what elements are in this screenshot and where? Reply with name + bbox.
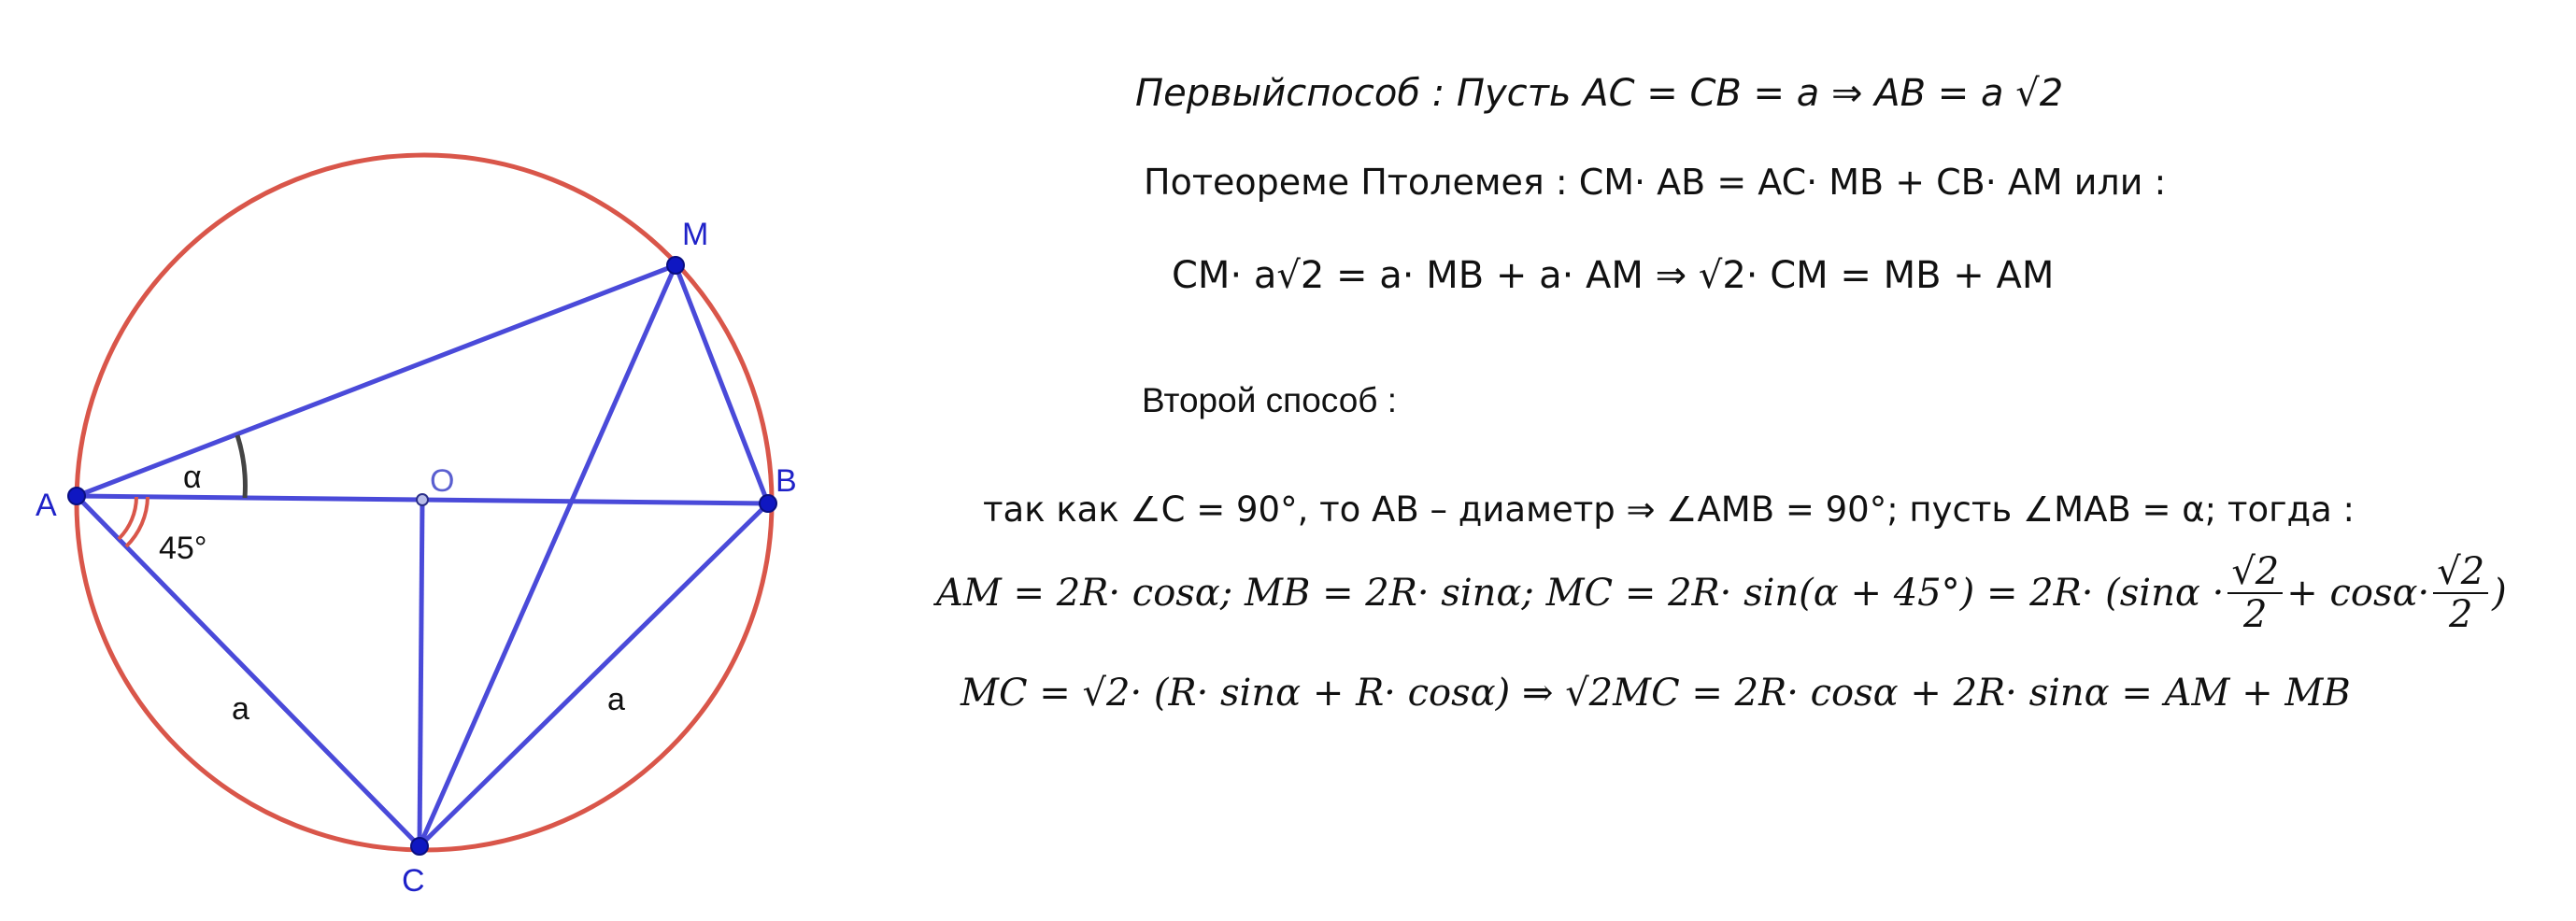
fraction-sqrt2-over-2-second xyxy=(2433,550,2488,636)
fraction-2-numerator: √2 xyxy=(2433,553,2488,594)
label-m: M xyxy=(682,217,709,252)
fraction-1-denominator: 2 xyxy=(2243,593,2268,636)
segment-oc xyxy=(420,500,422,846)
point-c xyxy=(411,838,428,855)
angle-alpha-arc xyxy=(237,435,245,498)
segment-mb xyxy=(676,265,768,503)
trig-part-c: ) xyxy=(2492,572,2507,615)
geometry-diagram xyxy=(0,0,841,921)
line-ptolemy: Потеореме Птолемея : CM· AB = AC· MB + CB· AM или : xyxy=(1144,162,2167,203)
line-first-method xyxy=(1135,72,2064,115)
segment-cm xyxy=(420,265,676,846)
label-side-ac: a xyxy=(232,691,249,727)
trig-part-a: AM = 2R· cosα; MB = 2R· sinα; MC = 2R· sin(α + 45°) = 2R· (sinα · xyxy=(936,572,2225,615)
label-o: O xyxy=(430,463,455,499)
label-side-cb: a xyxy=(607,682,625,717)
line-second-method: Второй способ : xyxy=(1142,381,1398,419)
label-alpha: α xyxy=(183,460,202,495)
trig-part-b: + cosα· xyxy=(2286,572,2430,615)
segment-cb xyxy=(420,503,768,846)
point-m xyxy=(667,257,684,274)
line-ptolemy-equation: CM· a√2 = a· MB + a· AM ⇒ √2· CM = MB + AM xyxy=(1172,254,2055,297)
line-trig-expansion xyxy=(936,551,2507,635)
line-first-method-text: Первыйспособ : Пусть AC = CB = a ⇒ AB = a √2 xyxy=(1135,72,2064,115)
label-c: C xyxy=(402,863,425,899)
line-conclusion: MC = √2· (R· sinα + R· cosα) ⇒ √2MC = 2R· cosα + 2R· sinα = AM + MB xyxy=(961,672,2351,715)
segment-am xyxy=(77,265,676,496)
fraction-sqrt2-over-2-first xyxy=(2227,550,2283,636)
angle-45-arc-inner xyxy=(119,497,136,539)
label-a: A xyxy=(36,488,57,523)
point-b xyxy=(760,495,776,512)
point-o xyxy=(417,494,428,505)
segment-ac xyxy=(77,496,420,846)
fraction-2-denominator: 2 xyxy=(2448,593,2473,636)
line-right-angle: так как ∠C = 90°, то AB – диаметр ⇒ ∠AMB = 90°; пусть ∠MAB = α; тогда : xyxy=(983,489,2355,530)
label-45: 45° xyxy=(159,531,207,566)
fraction-1-numerator: √2 xyxy=(2227,553,2283,594)
point-a xyxy=(68,488,85,504)
label-b: B xyxy=(776,463,797,499)
